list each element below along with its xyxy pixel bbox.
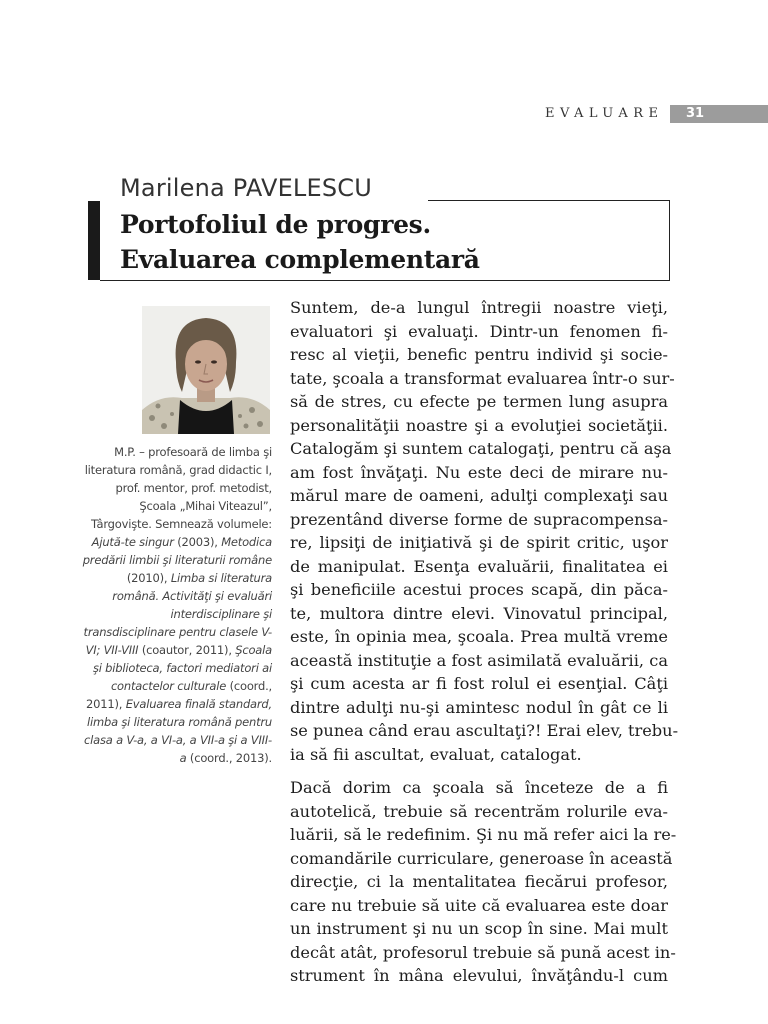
bio-book-4: Şcoala şi biblioteca, factori mediatori ai contactelor culturale [92,643,272,693]
title-line-2: Evaluarea complementară [120,245,480,274]
author-rule [428,200,670,201]
body-line: autotelică, trebuie să recentrăm rolurile eva- [290,801,668,821]
body-line: această instituţie a fost asimilată evaluării, ca [290,650,668,670]
bio-book-5: Evaluarea finală standard, limba şi literatura română pentru clasa a V-a, a VI-a, a VII-a şi a VIII-a [84,697,272,765]
body-line: am fost învăţaţi. Nu este deci de mirare nu- [290,462,668,482]
body-line: se punea când erau ascultaţi?! Erai elev, trebu- [290,721,679,740]
body-line: resc al vieţii, benefic pentru individ şi socie- [290,345,668,364]
body-line: Suntem, de-a lungul întregii noastre vieţi, [290,298,668,317]
body-line: de manipulat. Esenţa evaluării, finalitatea ei [290,556,668,576]
body-line: decât atât, profesorul trebuie să pună acest in- [290,942,676,962]
title-bottom-rule [100,280,670,281]
paragraph-2 [290,776,677,988]
article-body [290,296,679,988]
page-number: 31 [686,106,705,121]
bio-text-1: M.P. – profesoară de limba şi literatura română, grad didactic I, prof. mentor, prof. metodist, Şcoala „Mihai Viteazul”, Târgovişte. Semnează volumele: [84,445,272,531]
bio-text-3: (2010), [126,571,171,585]
body-line: dintre adulţi nu-şi amintesc nodul în gât ce li [290,697,668,717]
body-line: şi beneficiile acestui proces scapă, din păca- [290,580,668,599]
body-line: comandările curriculare, generoase în această [290,848,673,868]
body-line: să de stres, cu efecte pe termen lung asupra [290,392,668,411]
author-bio [82,443,272,767]
paragraph-1 [290,296,679,766]
bio-text-2: (2003), [173,535,222,549]
body-line: evaluatori şi evaluaţi. Dintr-un fenomen fi- [290,321,668,341]
body-line: mărul mare de oameni, adulţi complexaţi sau [290,486,668,505]
body-line: prezentând diverse forme de supracompensa- [290,509,668,529]
title-line-1: Portofoliul de progres. [120,210,431,239]
body-line: ia să fii ascultat, evaluat, catalogat. [290,744,582,764]
bio-book-3: Limba si literatura română. Activităţi şi evaluări interdisciplinare şi transdisciplinare pentru clasele V-VI; VII-VIII [83,571,272,657]
body-line: strument în mâna elevului, învăţându-l cum [290,966,668,985]
bio-book-2: Metodica predării limbii şi literaturii române [82,535,272,567]
page-number-box [670,105,768,123]
section-label: EVALUARE [545,106,664,121]
body-line: care nu trebuie să uite că evaluarea este doar [290,895,668,915]
body-line: un instrument şi nu un scop în sine. Mai mult [290,919,668,938]
bio-text-6: (coord., 2013). [186,751,272,765]
author-portrait-image [142,306,270,434]
body-line: luării, să le redefinim. Şi nu mă refer aici la re- [290,825,677,844]
title-right-rule [669,200,670,281]
author-photo [142,306,270,434]
bio-text-5: (coord., 2011), [86,679,272,711]
title-left-bar [88,201,100,280]
body-line: Dacă dorim ca şcoala să înceteze de a fi [290,778,668,797]
body-line: Catalogăm şi suntem catalogaţi, pentru că aşa [290,439,672,458]
bio-book-1: Ajută-te singur [91,535,174,549]
body-line: şi cum acesta ar fi fost rolul ei esenţial. Câţi [290,674,668,693]
body-line: personalităţii noastre şi a evoluţiei societăţii. [290,415,668,435]
body-line: este, în opinia mea, şcoala. Prea multă vreme [290,627,668,646]
article-title [120,207,480,277]
author-name: Marilena PAVELESCU [120,174,373,202]
body-line: direcţie, ci la mentalitatea fiecărui profesor, [290,872,668,891]
body-line: tate, şcoala a transformat evaluarea într-o sur- [290,368,675,388]
body-line: re, lipsiţi de iniţiativă şi de spirit critic, uşor [290,533,668,552]
body-line: te, multora dintre elevi. Vinovatul principal, [290,603,668,623]
bio-text-4: (coautor, 2011), [138,643,236,657]
